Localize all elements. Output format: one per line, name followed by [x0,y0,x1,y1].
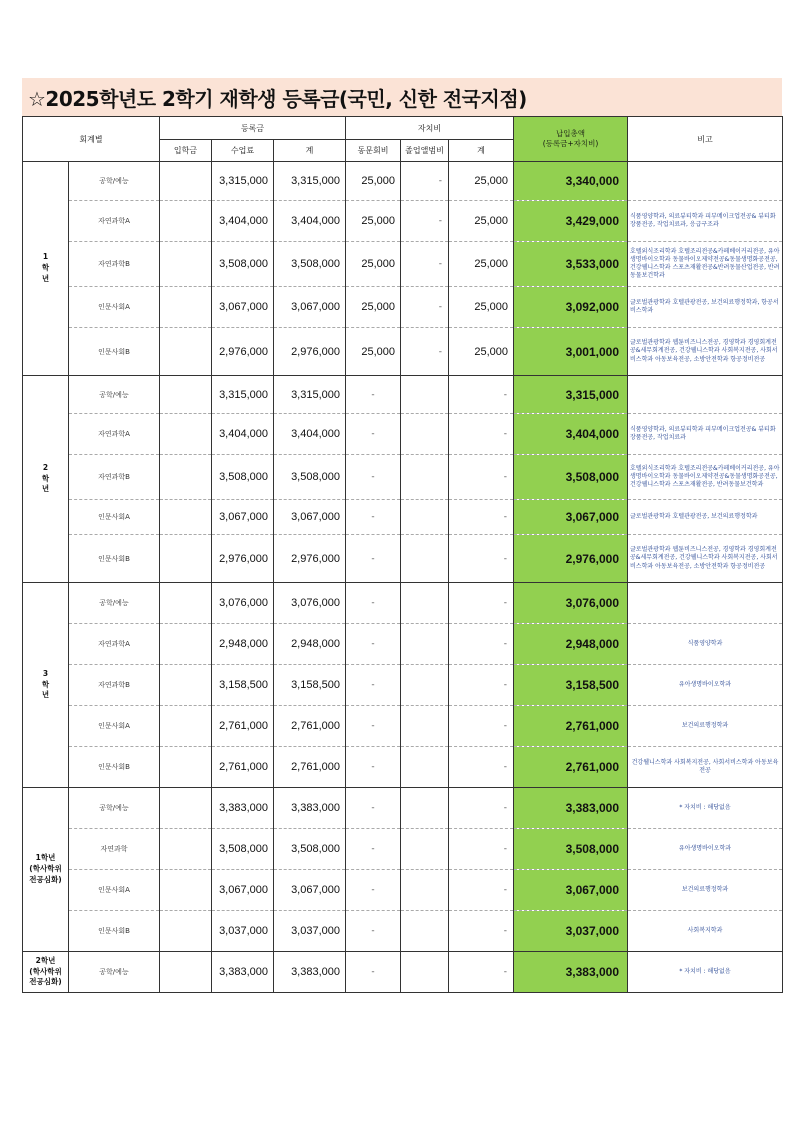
year-label: 2 학 년 [23,376,69,583]
tuition-cell: 3,315,000 [212,162,274,201]
track-cell: 공학/예능 [69,952,160,993]
header-note: 비고 [628,117,783,162]
page-title: ☆2025학년도 2학기 재학생 등록금(국민, 신한 전국지점) [28,87,527,111]
track-cell: 인문사회A [69,706,160,747]
tuition-cell: 3,404,000 [212,414,274,455]
note-cell: 유아생명바이오학과 [628,829,783,870]
total-cell: 3,076,000 [514,583,628,624]
tuition-sum-cell: 3,404,000 [274,201,346,242]
header-student-fee: 동문회비 [346,140,401,162]
entrance-cell [160,455,212,500]
note-cell [628,376,783,414]
table-row [23,952,783,993]
album-fee-cell [401,911,449,952]
total-cell: 3,404,000 [514,414,628,455]
track-cell: 자연과학A [69,414,160,455]
total-cell: 3,508,000 [514,829,628,870]
alumni-fee-cell: - [346,376,401,414]
note-cell: 식품영양학과 [628,624,783,665]
tuition-sum-cell: 3,508,000 [274,455,346,500]
entrance-cell [160,328,212,376]
album-fee-cell [401,535,449,583]
entrance-cell [160,952,212,993]
total-cell: 2,948,000 [514,624,628,665]
track-cell: 인문사회B [69,535,160,583]
album-fee-cell: - [401,242,449,287]
header-class-fee: 수업료 [212,140,274,162]
track-cell: 자연과학B [69,242,160,287]
entrance-cell [160,911,212,952]
header-grad-album: 졸업앨범비 [401,140,449,162]
alumni-fee-cell: - [346,583,401,624]
track-cell: 인문사회A [69,287,160,328]
year-label: 1 학 년 [23,162,69,376]
note-cell: 글로벌관광학과 웹툰비즈니스전공, 경영학과 경영회계전공&세무회계전공, 건강웰니스학과 사회복지전공, 사회서비스학과 아동보육전공, 소방안전학과 항공정비전공 [628,328,783,376]
total-cell: 3,383,000 [514,952,628,993]
self-gov-sum-cell: - [449,624,514,665]
track-cell: 인문사회A [69,870,160,911]
tuition-cell: 3,315,000 [212,376,274,414]
alumni-fee-cell: 25,000 [346,242,401,287]
entrance-cell [160,665,212,706]
tuition-cell: 2,948,000 [212,624,274,665]
self-gov-sum-cell: 25,000 [449,162,514,201]
tuition-cell: 3,158,500 [212,665,274,706]
table-row [23,747,783,788]
alumni-fee-cell: 25,000 [346,201,401,242]
table-row [23,788,783,829]
note-cell: 식품영양학과, 의료뷰티학과 피부메이크업전공& 뷰티화장품전공, 작업치료과, 응급구조과 [628,201,783,242]
entrance-cell [160,706,212,747]
total-cell: 3,508,000 [514,455,628,500]
table-row [23,706,783,747]
total-cell: 3,429,000 [514,201,628,242]
album-fee-cell [401,583,449,624]
tuition-sum-cell: 3,158,500 [274,665,346,706]
entrance-cell [160,583,212,624]
album-fee-cell [401,952,449,993]
total-cell: 2,761,000 [514,747,628,788]
album-fee-cell [401,414,449,455]
tuition-sum-cell: 3,383,000 [274,788,346,829]
tuition-cell: 3,383,000 [212,952,274,993]
alumni-fee-cell: - [346,911,401,952]
tuition-sum-cell: 2,976,000 [274,328,346,376]
tuition-sum-cell: 3,067,000 [274,287,346,328]
tuition-cell: 3,067,000 [212,287,274,328]
tuition-cell: 3,404,000 [212,201,274,242]
total-cell: 3,037,000 [514,911,628,952]
alumni-fee-cell: - [346,829,401,870]
total-cell: 3,067,000 [514,870,628,911]
header-self-sum: 계 [449,140,514,162]
track-cell: 자연과학 [69,829,160,870]
entrance-cell [160,376,212,414]
year-label: 3 학 년 [23,583,69,788]
track-cell: 자연과학B [69,665,160,706]
self-gov-sum-cell: 25,000 [449,242,514,287]
tuition-cell: 2,976,000 [212,535,274,583]
album-fee-cell [401,829,449,870]
track-cell: 공학/예능 [69,583,160,624]
table-row [23,455,783,500]
tuition-sum-cell: 2,761,000 [274,706,346,747]
self-gov-sum-cell: - [449,706,514,747]
tuition-cell: 3,383,000 [212,788,274,829]
alumni-fee-cell: - [346,788,401,829]
alumni-fee-cell: - [346,706,401,747]
total-cell: 2,976,000 [514,535,628,583]
self-gov-sum-cell: - [449,952,514,993]
header-entrance: 입학금 [160,140,212,162]
table-row [23,287,783,328]
note-cell [628,583,783,624]
header-tuition-sum: 계 [274,140,346,162]
tuition-sum-cell: 3,315,000 [274,162,346,201]
tuition-table [22,116,783,993]
album-fee-cell [401,500,449,535]
table-row [23,162,783,201]
tuition-cell: 3,508,000 [212,829,274,870]
total-cell: 3,092,000 [514,287,628,328]
tuition-sum-cell: 3,404,000 [274,414,346,455]
title-bar [22,78,782,116]
note-cell: 사회복지학과 [628,911,783,952]
tuition-sum-cell: 2,976,000 [274,535,346,583]
alumni-fee-cell: - [346,870,401,911]
table-row [23,242,783,287]
tuition-sum-cell: 3,508,000 [274,242,346,287]
self-gov-sum-cell: - [449,911,514,952]
tuition-cell: 2,761,000 [212,706,274,747]
total-cell: 3,315,000 [514,376,628,414]
tuition-cell: 3,037,000 [212,911,274,952]
tuition-cell: 2,761,000 [212,747,274,788]
note-cell: 유아생명바이오학과 [628,665,783,706]
album-fee-cell: - [401,328,449,376]
self-gov-sum-cell: - [449,665,514,706]
note-cell: 식품영양학과, 의료뷰티학과 피부메이크업전공& 뷰티화장품전공, 작업치료과 [628,414,783,455]
table-row [23,829,783,870]
tuition-cell: 3,067,000 [212,500,274,535]
entrance-cell [160,747,212,788]
header-group: 회계별 [23,117,160,162]
table-body [23,162,783,993]
entrance-cell [160,624,212,665]
table-row [23,376,783,414]
self-gov-sum-cell: 25,000 [449,201,514,242]
table-header [23,117,783,162]
entrance-cell [160,242,212,287]
album-fee-cell [401,870,449,911]
alumni-fee-cell: 25,000 [346,328,401,376]
album-fee-cell [401,376,449,414]
total-cell: 3,340,000 [514,162,628,201]
year-label: 2학년 (학사학위 전공심화) [23,952,69,993]
entrance-cell [160,870,212,911]
entrance-cell [160,500,212,535]
alumni-fee-cell: 25,000 [346,287,401,328]
self-gov-sum-cell: - [449,788,514,829]
note-cell: 호텔외식조리학과 호텔조리전공&카페베이커리전공, 유아생명바이오학과 동물바이오제약전공&동물생명화공전공, 건강웰니스학과 스포츠재활전공&반려동물산업전공, 반려동물보건학과 [628,242,783,287]
header-self-gov: 자치비 [346,117,514,140]
tuition-sum-cell: 3,067,000 [274,500,346,535]
table-row [23,911,783,952]
tuition-cell: 2,976,000 [212,328,274,376]
self-gov-sum-cell: - [449,500,514,535]
tuition-sum-cell: 3,508,000 [274,829,346,870]
self-gov-sum-cell: 25,000 [449,328,514,376]
tuition-sum-cell: 3,067,000 [274,870,346,911]
tuition-cell: 3,508,000 [212,455,274,500]
total-cell: 3,158,500 [514,665,628,706]
track-cell: 자연과학A [69,201,160,242]
album-fee-cell: - [401,287,449,328]
total-cell: 3,533,000 [514,242,628,287]
tuition-sum-cell: 3,383,000 [274,952,346,993]
tuition-sum-cell: 3,037,000 [274,911,346,952]
table-row [23,201,783,242]
alumni-fee-cell: - [346,455,401,500]
note-cell: 보건의료행정학과 [628,706,783,747]
total-cell: 3,067,000 [514,500,628,535]
track-cell: 공학/예능 [69,788,160,829]
self-gov-sum-cell: - [449,747,514,788]
self-gov-sum-cell: - [449,583,514,624]
self-gov-sum-cell: - [449,829,514,870]
tuition-cell: 3,067,000 [212,870,274,911]
track-cell: 인문사회B [69,328,160,376]
note-cell: * 자치비 : 해당없음 [628,788,783,829]
header-total-line2: (등록금+자치비) [542,139,599,148]
self-gov-sum-cell: - [449,455,514,500]
self-gov-sum-cell: - [449,535,514,583]
tuition-cell: 3,076,000 [212,583,274,624]
entrance-cell [160,788,212,829]
alumni-fee-cell: - [346,535,401,583]
album-fee-cell [401,788,449,829]
track-cell: 자연과학B [69,455,160,500]
self-gov-sum-cell: - [449,414,514,455]
total-cell: 2,761,000 [514,706,628,747]
alumni-fee-cell: - [346,624,401,665]
album-fee-cell [401,624,449,665]
album-fee-cell [401,747,449,788]
tuition-sum-cell: 2,948,000 [274,624,346,665]
album-fee-cell [401,455,449,500]
tuition-sum-cell: 3,315,000 [274,376,346,414]
self-gov-sum-cell: - [449,870,514,911]
track-cell: 자연과학A [69,624,160,665]
track-cell: 인문사회B [69,747,160,788]
tuition-cell: 3,508,000 [212,242,274,287]
alumni-fee-cell: - [346,952,401,993]
note-cell: 글로벌관광학과 호텔관광전공, 보건의료행정학과, 항공서비스학과 [628,287,783,328]
self-gov-sum-cell: 25,000 [449,287,514,328]
table-row [23,535,783,583]
note-cell: 건강웰니스학과 사회복지전공, 사회서비스학과 아동보육전공 [628,747,783,788]
year-label: 1학년 (학사학위 전공심화) [23,788,69,952]
note-cell: 글로벌관광학과 웹툰비즈니스전공, 경영학과 경영회계전공&세무회계전공, 건강웰니스학과 사회복지전공, 사회서비스학과 아동보육전공, 소방안전학과 항공정비전공 [628,535,783,583]
entrance-cell [160,201,212,242]
track-cell: 인문사회B [69,911,160,952]
track-cell: 인문사회A [69,500,160,535]
album-fee-cell [401,706,449,747]
note-cell [628,162,783,201]
note-cell: 호텔외식조리학과 호텔조리전공&카페베이커리전공, 유아생명바이오학과 동물바이오제약전공&동물생명화공전공, 건강웰니스학과 스포츠재활전공, 반려동물보건학과 [628,455,783,500]
tuition-sum-cell: 3,076,000 [274,583,346,624]
table-row [23,328,783,376]
album-fee-cell [401,665,449,706]
track-cell: 공학/예능 [69,376,160,414]
header-tuition: 등록금 [160,117,346,140]
entrance-cell [160,829,212,870]
note-cell: 글로벌관광학과 호텔관광전공, 보건의료행정학과 [628,500,783,535]
entrance-cell [160,162,212,201]
entrance-cell [160,414,212,455]
table-row [23,870,783,911]
table-row [23,665,783,706]
total-cell: 3,383,000 [514,788,628,829]
alumni-fee-cell: - [346,414,401,455]
alumni-fee-cell: - [346,665,401,706]
alumni-fee-cell: 25,000 [346,162,401,201]
note-cell: 보건의료행정학과 [628,870,783,911]
table-row [23,414,783,455]
table-row [23,500,783,535]
total-cell: 3,001,000 [514,328,628,376]
header-total-line1: 납입총액 [556,128,585,138]
entrance-cell [160,287,212,328]
self-gov-sum-cell: - [449,376,514,414]
track-cell: 공학/예능 [69,162,160,201]
alumni-fee-cell: - [346,747,401,788]
table-row [23,624,783,665]
header-total [514,117,628,162]
entrance-cell [160,535,212,583]
alumni-fee-cell: - [346,500,401,535]
note-cell: * 자치비 : 해당없음 [628,952,783,993]
tuition-sum-cell: 2,761,000 [274,747,346,788]
table-row [23,583,783,624]
album-fee-cell: - [401,162,449,201]
album-fee-cell: - [401,201,449,242]
